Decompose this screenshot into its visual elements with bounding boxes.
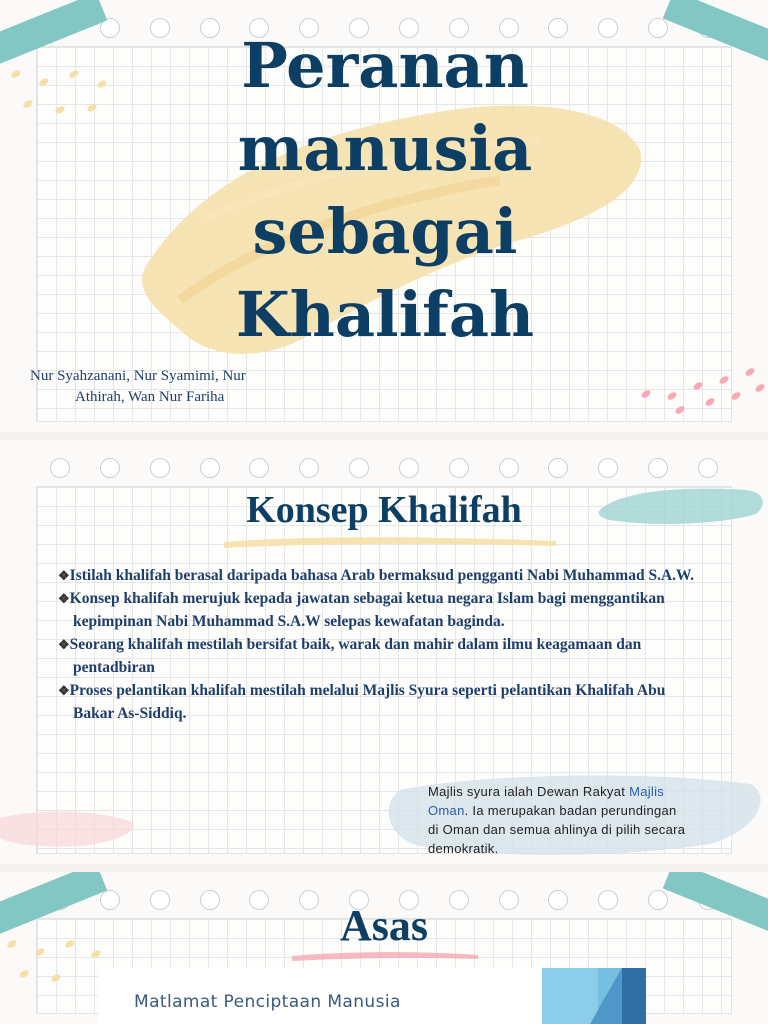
diamond-bullet-icon: ❖ [58, 637, 70, 652]
list-item: ❖Istilah khalifah berasal daripada bahasa Arab bermaksud pengganti Nabi Muhammad S.A.W. [58, 567, 694, 584]
pink-brush-stroke [0, 804, 140, 854]
slide-title [0, 0, 768, 432]
diamond-bullet-icon: ❖ [58, 568, 70, 583]
slide-asas [0, 872, 768, 1024]
list-item: ❖Seorang khalifah mestilah bersifat baik, warak dan mahir dalam ilmu keagamaan dan pentadbiran [58, 636, 642, 676]
yellow-dots [4, 60, 124, 130]
konsep-points [58, 564, 708, 725]
majlis-oman-link[interactable]: Majlis Oman [428, 784, 665, 818]
authors-line-2: Athirah, Wan Nur Fariha [75, 389, 225, 405]
slide-konsep [0, 440, 768, 864]
binder-holes [36, 458, 732, 480]
authors-line-1: Nur Syahzanani, Nur Syamimi, Nur [30, 368, 246, 384]
blue-triangle-graphic [518, 968, 646, 1024]
list-item: ❖Proses pelantikan khalifah mestilah melalui Majlis Syura seperti pelantikan Khalifah Abu Bakar As-Siddiq. [58, 682, 666, 722]
section-heading-konsep: Konsep Khalifah [246, 489, 522, 531]
diamond-bullet-icon: ❖ [58, 591, 70, 606]
majlis-syura-note: Majlis syura ialah Dewan Rakyat Majlis Oman. Ia merupakan badan perundingan di Oman dan semua ahlinya di pilih secara demokratik. [428, 784, 686, 856]
pink-dots [636, 364, 768, 420]
list-item: ❖Konsep khalifah merujuk kepada jawatan sebagai ketua negara Islam bagi menggantikan kepimpinan Nabi Muhammad S.A.W selepas kewafatan baginda. [58, 590, 665, 630]
yellow-underline-stroke [220, 532, 560, 552]
diamond-bullet-icon: ❖ [58, 683, 70, 698]
page-title: Peranan manusia sebagai Khalifah [235, 29, 535, 351]
content-card [98, 968, 646, 1024]
section-heading-asas: Asas [339, 901, 429, 950]
authors [30, 366, 330, 408]
card-title: Matlamat Penciptaan Manusia [134, 992, 401, 1012]
